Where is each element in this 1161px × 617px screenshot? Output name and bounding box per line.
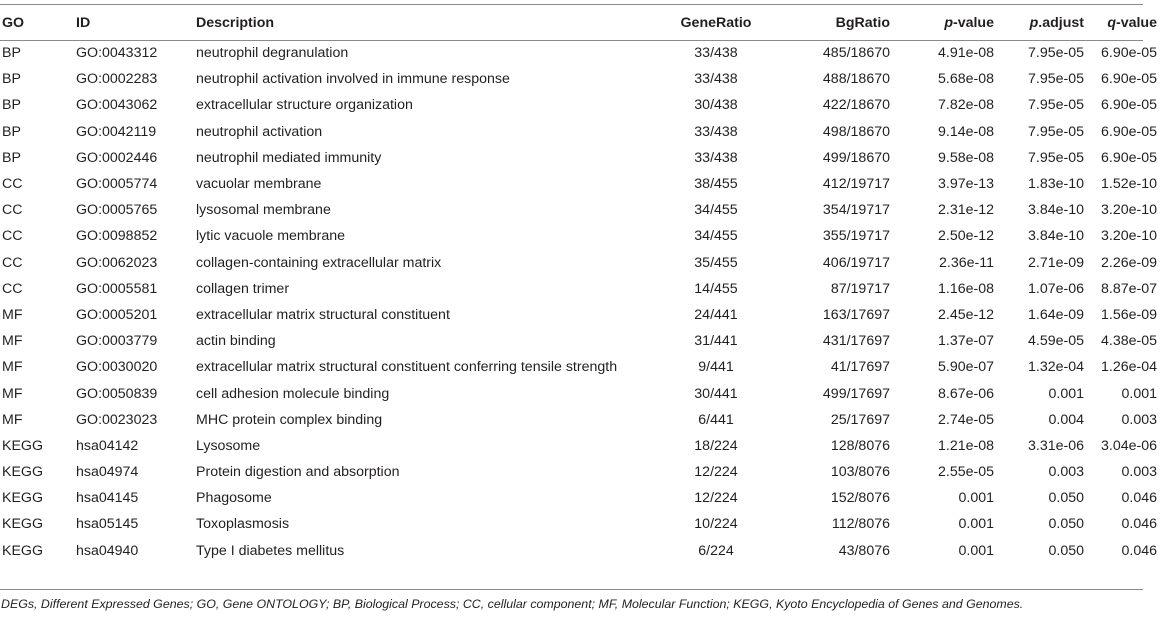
cell-q-value: 0.046	[1121, 516, 1157, 533]
cell-p-adjust: 7.95e-05	[1027, 149, 1084, 166]
cell-bg-ratio: 488/18670	[822, 71, 890, 88]
cell-p-adjust: 4.59e-05	[1027, 333, 1084, 350]
table-row	[0, 250, 1161, 276]
cell-p-adjust: 2.71e-09	[1027, 254, 1084, 271]
cell-bg-ratio: 41/17697	[830, 359, 890, 376]
table-row	[0, 511, 1161, 537]
cell-gene-ratio: 12/224	[694, 490, 738, 507]
cell-id: hsa04142	[76, 437, 139, 454]
cell-p-value: 7.82e-08	[937, 97, 994, 114]
cell-gene-ratio: 33/438	[694, 149, 738, 166]
cell-q-value: 0.003	[1121, 464, 1157, 481]
cell-description: Type I diabetes mellitus	[196, 542, 345, 559]
table-footnote: DEGs, Different Expressed Genes; GO, Gene ONTOLOGY; BP, Biological Process; CC, cellular component; MF, Molecular Function; KEGG, Kyoto Encyclopedia of Genes and Genomes.	[1, 597, 1024, 611]
cell-bg-ratio: 355/19717	[822, 228, 890, 245]
header-q-italic: q	[1107, 14, 1116, 31]
table-row	[0, 40, 1161, 66]
cell-p-adjust: 7.95e-05	[1027, 123, 1084, 140]
cell-p-adjust: 0.003	[1048, 464, 1084, 481]
cell-gene-ratio: 30/441	[694, 385, 738, 402]
header-description: Description	[196, 14, 275, 31]
cell-q-value: 6.90e-05	[1100, 123, 1157, 140]
cell-bg-ratio: 112/8076	[831, 516, 890, 533]
cell-description: lytic vacuole membrane	[196, 228, 346, 245]
cell-gene-ratio: 14/455	[694, 280, 738, 297]
cell-id: hsa04940	[76, 542, 139, 559]
cell-p-value: 3.97e-13	[937, 176, 994, 193]
cell-id: GO:0005774	[76, 176, 158, 193]
cell-p-adjust: 1.64e-09	[1027, 306, 1084, 323]
cell-go: KEGG	[2, 542, 43, 559]
cell-p-value: 0.001	[958, 542, 994, 559]
cell-p-adjust: 7.95e-05	[1027, 71, 1084, 88]
table-row	[0, 145, 1161, 171]
cell-p-value: 4.91e-08	[937, 45, 994, 62]
cell-p-adjust: 7.95e-05	[1027, 97, 1084, 114]
cell-go: BP	[2, 45, 21, 62]
cell-bg-ratio: 406/19717	[822, 254, 890, 271]
cell-go: BP	[2, 97, 21, 114]
cell-id: GO:0005201	[76, 306, 158, 323]
cell-id: GO:0050839	[76, 385, 158, 402]
cell-q-value: 8.87e-07	[1100, 280, 1157, 297]
cell-p-value: 2.36e-11	[939, 254, 994, 271]
cell-bg-ratio: 431/17697	[822, 333, 890, 350]
cell-p-value: 0.001	[958, 490, 994, 507]
cell-go: MF	[2, 333, 23, 350]
cell-description: Phagosome	[196, 490, 272, 507]
header-row	[0, 5, 1161, 40]
cell-gene-ratio: 33/438	[694, 71, 738, 88]
cell-gene-ratio: 10/224	[694, 516, 738, 533]
cell-id: GO:0098852	[76, 228, 158, 245]
cell-p-adjust: 0.050	[1048, 490, 1084, 507]
cell-id: GO:0002446	[76, 149, 158, 166]
cell-bg-ratio: 163/17697	[822, 306, 890, 323]
cell-p-adjust: 3.31e-06	[1027, 437, 1084, 454]
cell-p-adjust: 1.83e-10	[1027, 176, 1084, 193]
cell-description: neutrophil degranulation	[196, 45, 349, 62]
cell-p-value: 1.16e-08	[937, 280, 994, 297]
cell-p-value: 8.67e-06	[937, 385, 994, 402]
header-padj-suffix: .adjust	[1038, 14, 1084, 31]
cell-q-value: 0.003	[1121, 411, 1157, 428]
cell-description: extracellular structure organization	[196, 97, 413, 114]
cell-go: BP	[2, 71, 21, 88]
cell-p-adjust: 0.004	[1048, 411, 1084, 428]
header-p-suffix: -value	[952, 14, 994, 31]
cell-go: KEGG	[2, 464, 43, 481]
cell-q-value: 0.046	[1121, 490, 1157, 507]
header-p-adjust	[994, 5, 1084, 40]
cell-bg-ratio: 25/17697	[830, 411, 890, 428]
cell-q-value: 4.38e-05	[1100, 333, 1157, 350]
cell-p-value: 9.14e-08	[937, 123, 994, 140]
cell-q-value: 6.90e-05	[1100, 45, 1157, 62]
bottom-rule	[0, 589, 1143, 590]
cell-description: vacuolar membrane	[196, 176, 322, 193]
cell-id: hsa05145	[76, 516, 139, 533]
cell-id: GO:0002283	[76, 71, 158, 88]
cell-id: GO:0023023	[76, 411, 158, 428]
enrichment-table	[0, 5, 1161, 564]
cell-gene-ratio: 6/224	[698, 542, 734, 559]
cell-p-adjust: 0.001	[1048, 385, 1084, 402]
header-gene-ratio: GeneRatio	[680, 14, 752, 31]
table-row	[0, 302, 1161, 328]
table-row	[0, 380, 1161, 406]
cell-go: MF	[2, 411, 23, 428]
header-bg-ratio	[770, 5, 902, 40]
cell-q-value: 3.20e-10	[1100, 202, 1157, 219]
cell-bg-ratio: 422/18670	[822, 97, 890, 114]
cell-go: MF	[2, 306, 23, 323]
cell-gene-ratio: 33/438	[694, 45, 738, 62]
cell-id: GO:0043062	[76, 97, 158, 114]
table-row	[0, 92, 1161, 118]
cell-q-value: 2.26e-09	[1100, 254, 1157, 271]
cell-id: hsa04145	[76, 490, 139, 507]
cell-gene-ratio: 9/441	[698, 359, 734, 376]
cell-description: neutrophil activation	[196, 123, 323, 140]
cell-id: GO:0003779	[76, 333, 158, 350]
cell-q-value: 3.20e-10	[1100, 228, 1157, 245]
cell-id: GO:0030020	[76, 359, 158, 376]
cell-bg-ratio: 152/8076	[830, 490, 890, 507]
cell-id: GO:0042119	[76, 123, 157, 140]
cell-description: collagen trimer	[196, 280, 290, 297]
table-row	[0, 66, 1161, 92]
cell-gene-ratio: 12/224	[694, 464, 738, 481]
cell-go: KEGG	[2, 516, 43, 533]
cell-gene-ratio: 34/455	[694, 202, 738, 219]
table-row	[0, 485, 1161, 511]
cell-q-value: 0.046	[1121, 542, 1157, 559]
cell-description: cell adhesion molecule binding	[196, 385, 390, 402]
cell-go: CC	[2, 228, 23, 245]
cell-go: CC	[2, 254, 23, 271]
cell-bg-ratio: 87/19717	[830, 280, 890, 297]
header-go: GO	[2, 14, 25, 31]
cell-p-value: 1.21e-08	[937, 437, 994, 454]
cell-gene-ratio: 18/224	[694, 437, 738, 454]
cell-go: CC	[2, 176, 23, 193]
table-row	[0, 223, 1161, 249]
cell-description: extracellular matrix structural constituent conferring tensile strength	[196, 359, 618, 376]
cell-p-value: 5.90e-07	[937, 359, 994, 376]
cell-gene-ratio: 33/438	[694, 123, 738, 140]
cell-bg-ratio: 128/8076	[830, 437, 890, 454]
cell-id: GO:0043312	[76, 45, 158, 62]
header-id: ID	[76, 14, 91, 31]
cell-bg-ratio: 412/19717	[822, 176, 890, 193]
table-row	[0, 171, 1161, 197]
cell-p-adjust: 3.84e-10	[1027, 228, 1084, 245]
cell-p-value: 1.37e-07	[937, 333, 994, 350]
cell-id: hsa04974	[76, 464, 139, 481]
cell-gene-ratio: 35/455	[694, 254, 738, 271]
cell-q-value: 6.90e-05	[1100, 149, 1157, 166]
header-bg-ratio-text: BgRatio	[835, 14, 890, 31]
cell-q-value: 0.001	[1121, 385, 1157, 402]
cell-gene-ratio: 6/441	[698, 411, 734, 428]
cell-gene-ratio: 30/438	[694, 97, 738, 114]
table-row	[0, 197, 1161, 223]
cell-go: KEGG	[2, 490, 43, 507]
cell-p-value: 2.31e-12	[937, 202, 994, 219]
cell-gene-ratio: 24/441	[694, 306, 738, 323]
cell-q-value: 6.90e-05	[1100, 71, 1157, 88]
cell-p-value: 9.58e-08	[937, 149, 994, 166]
cell-description: neutrophil activation involved in immune response	[196, 71, 510, 88]
cell-p-value: 0.001	[958, 516, 994, 533]
cell-p-adjust: 3.84e-10	[1027, 202, 1084, 219]
cell-id: GO:0005765	[76, 202, 158, 219]
table-row	[0, 119, 1161, 145]
cell-q-value: 1.56e-09	[1100, 306, 1157, 323]
cell-description: Protein digestion and absorption	[196, 464, 400, 481]
cell-p-adjust: 1.07e-06	[1027, 280, 1084, 297]
cell-description: lysosomal membrane	[196, 202, 331, 219]
header-q-value	[1084, 5, 1161, 40]
cell-go: CC	[2, 280, 23, 297]
cell-p-adjust: 7.95e-05	[1027, 45, 1084, 62]
cell-bg-ratio: 498/18670	[822, 123, 890, 140]
table-row	[0, 459, 1161, 485]
cell-description: extracellular matrix structural constituent	[196, 306, 450, 323]
cell-gene-ratio: 38/455	[694, 176, 738, 193]
cell-bg-ratio: 485/18670	[822, 45, 890, 62]
header-p-value	[902, 5, 994, 40]
cell-p-value: 2.74e-05	[937, 411, 994, 428]
cell-p-value: 2.45e-12	[937, 306, 994, 323]
table-row	[0, 433, 1161, 459]
cell-p-adjust: 0.050	[1048, 516, 1084, 533]
cell-description: neutrophil mediated immunity	[196, 149, 382, 166]
cell-bg-ratio: 103/8076	[830, 464, 890, 481]
cell-description: actin binding	[196, 333, 276, 350]
cell-p-value: 5.68e-08	[937, 71, 994, 88]
cell-description: collagen-containing extracellular matrix	[196, 254, 442, 271]
cell-go: MF	[2, 359, 23, 376]
table-row	[0, 407, 1161, 433]
cell-q-value: 3.04e-06	[1100, 437, 1157, 454]
cell-gene-ratio: 34/455	[694, 228, 738, 245]
cell-bg-ratio: 43/8076	[838, 542, 890, 559]
cell-q-value: 1.52e-10	[1100, 176, 1157, 193]
cell-q-value: 1.26e-04	[1100, 359, 1157, 376]
table-row	[0, 354, 1161, 380]
cell-description: Lysosome	[196, 437, 261, 454]
header-q-suffix: -value	[1115, 14, 1157, 31]
cell-q-value: 6.90e-05	[1100, 97, 1157, 114]
cell-description: Toxoplasmosis	[196, 516, 290, 533]
header-padj-italic: p	[1029, 14, 1039, 31]
cell-p-value: 2.50e-12	[937, 228, 994, 245]
cell-p-adjust: 0.050	[1048, 542, 1084, 559]
header-p-italic: p	[944, 14, 953, 31]
table-row	[0, 538, 1161, 564]
cell-bg-ratio: 499/18670	[822, 149, 890, 166]
cell-id: GO:0062023	[76, 254, 158, 271]
table-body	[0, 40, 1161, 564]
cell-go: KEGG	[2, 437, 43, 454]
cell-description: MHC protein complex binding	[196, 411, 383, 428]
cell-go: BP	[2, 123, 21, 140]
cell-p-adjust: 1.32e-04	[1027, 359, 1084, 376]
cell-bg-ratio: 499/17697	[822, 385, 890, 402]
cell-p-value: 2.55e-05	[937, 464, 994, 481]
cell-bg-ratio: 354/19717	[822, 202, 890, 219]
cell-go: BP	[2, 149, 21, 166]
cell-go: MF	[2, 385, 23, 402]
table-row	[0, 276, 1161, 302]
table-row	[0, 328, 1161, 354]
cell-go: CC	[2, 202, 23, 219]
cell-gene-ratio: 31/441	[694, 333, 738, 350]
cell-id: GO:0005581	[76, 280, 158, 297]
